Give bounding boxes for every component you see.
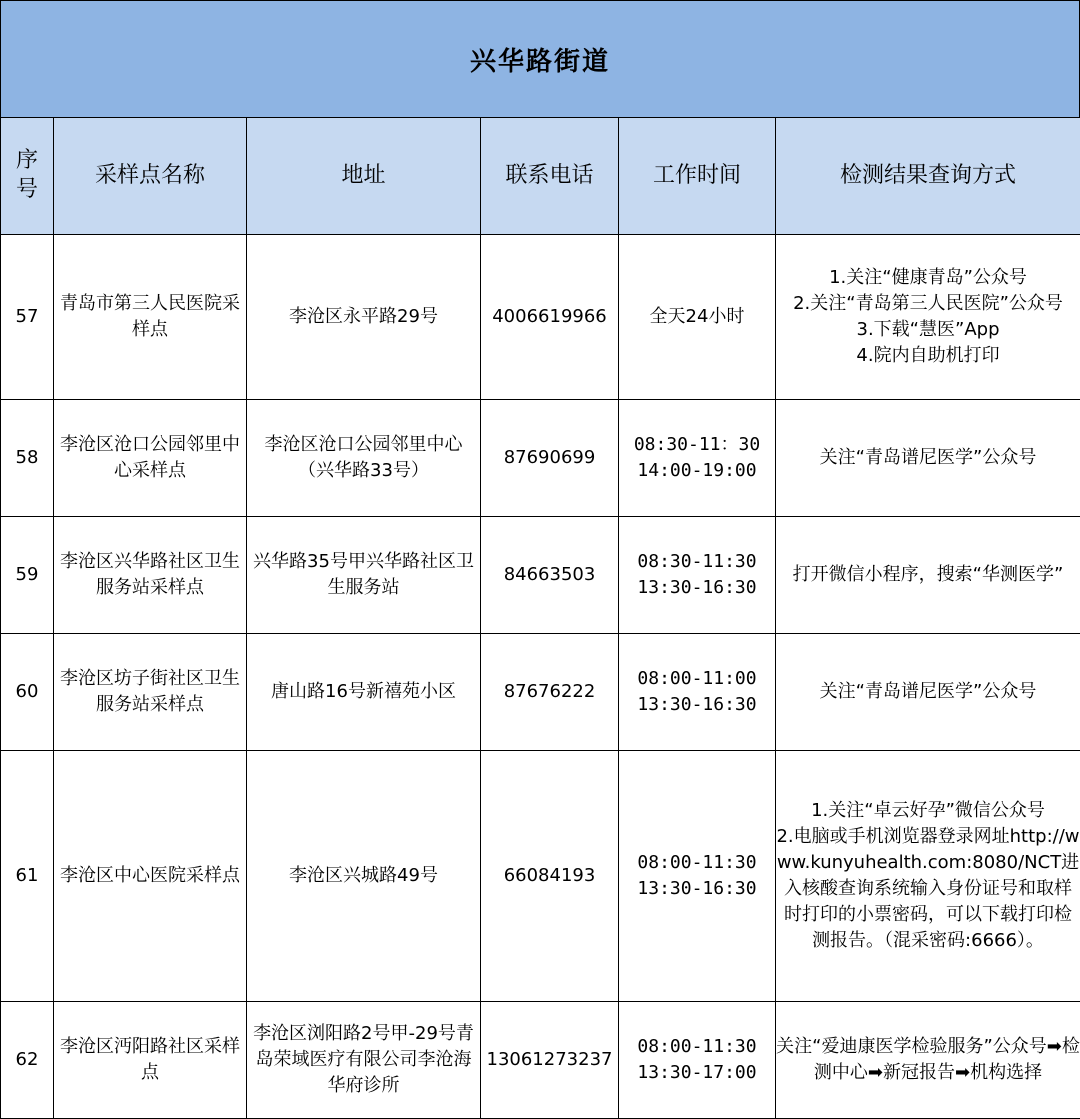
query-line: 2.电脑或手机浏览器登录网址http://www.kunyuhealth.com:8080/NCT进入核酸查询系统输入身份证号和取样时打印的小票密码，可以下载打印检测报告。（混采密码:6666）。	[776, 826, 1080, 951]
site-address: 兴华路35号甲兴华路社区卫生服务站	[247, 517, 481, 634]
table-row	[1, 1002, 1080, 1119]
hours-line: 08:30-11：30	[633, 434, 761, 455]
site-phone: 87690699	[481, 400, 619, 517]
header-hours: 工作时间	[619, 118, 776, 235]
hours-line: 13:30-16:30	[637, 694, 757, 715]
site-address: 李沧区沧口公园邻里中心（兴华路33号）	[247, 400, 481, 517]
table-row	[1, 751, 1080, 1002]
query-line: 1.关注“卓云好孕”微信公众号	[811, 800, 1045, 821]
row-seq: 62	[1, 1002, 54, 1119]
query-line: 1.关注“健康青岛”公众号	[829, 267, 1027, 288]
row-seq: 57	[1, 235, 54, 400]
site-hours	[619, 517, 776, 634]
query-method	[776, 517, 1080, 634]
site-hours	[619, 235, 776, 400]
query-method	[776, 235, 1080, 400]
header-seq: 序号	[1, 118, 54, 235]
site-address: 李沧区浏阳路2号甲-29号青岛荣域医疗有限公司李沧海华府诊所	[247, 1002, 481, 1119]
header-phone: 联系电话	[481, 118, 619, 235]
query-line: 4.院内自助机打印	[856, 345, 1000, 366]
site-address: 李沧区兴城路49号	[247, 751, 481, 1002]
table-row	[1, 400, 1080, 517]
row-seq: 59	[1, 517, 54, 634]
site-hours	[619, 634, 776, 751]
query-line: 打开微信小程序，搜索“华测医学”	[792, 564, 1064, 585]
hours-line: 08:00-11:00	[637, 668, 757, 689]
hours-line: 13:30-16:30	[637, 878, 757, 899]
header-name: 采样点名称	[54, 118, 247, 235]
page-title: 兴华路街道	[0, 0, 1080, 119]
query-method	[776, 634, 1080, 751]
table-header-row	[1, 118, 1080, 235]
site-phone: 87676222	[481, 634, 619, 751]
hours-line: 08:30-11:30	[637, 551, 757, 572]
query-line: 关注“爱迪康医学检验服务”公众号➡检测中心➡新冠报告➡机构选择	[776, 1036, 1080, 1083]
query-method	[776, 400, 1080, 517]
table-row	[1, 634, 1080, 751]
site-address: 李沧区永平路29号	[247, 235, 481, 400]
hours-line: 08:00-11:30	[637, 1036, 757, 1057]
row-seq: 58	[1, 400, 54, 517]
site-name: 青岛市第三人民医院采样点	[54, 235, 247, 400]
site-name: 李沧区沧口公园邻里中心采样点	[54, 400, 247, 517]
query-line: 2.关注“青岛第三人民医院”公众号	[793, 293, 1063, 314]
table-row	[1, 517, 1080, 634]
site-address: 唐山路16号新禧苑小区	[247, 634, 481, 751]
hours-line: 13:30-16:30	[637, 577, 757, 598]
query-method	[776, 1002, 1080, 1119]
query-line: 关注“青岛谱尼医学”公众号	[819, 447, 1037, 468]
site-name: 李沧区中心医院采样点	[54, 751, 247, 1002]
header-query: 检测结果查询方式	[776, 118, 1080, 235]
hours-line: 08:00-11:30	[637, 852, 757, 873]
site-name: 李沧区兴华路社区卫生服务站采样点	[54, 517, 247, 634]
site-phone: 13061273237	[481, 1002, 619, 1119]
sampling-sites-table	[0, 117, 1080, 1119]
query-method	[776, 751, 1080, 1002]
site-phone: 84663503	[481, 517, 619, 634]
query-line: 关注“青岛谱尼医学”公众号	[819, 681, 1037, 702]
site-phone: 66084193	[481, 751, 619, 1002]
site-name: 李沧区沔阳路社区采样点	[54, 1002, 247, 1119]
row-seq: 61	[1, 751, 54, 1002]
hours-line: 全天24小时	[649, 306, 745, 327]
hours-line: 14:00-19:00	[637, 460, 757, 481]
site-hours	[619, 751, 776, 1002]
site-hours	[619, 400, 776, 517]
hours-line: 13:30-17:00	[637, 1062, 757, 1083]
query-line: 3.下载“慧医”App	[856, 319, 1000, 340]
row-seq: 60	[1, 634, 54, 751]
header-address: 地址	[247, 118, 481, 235]
site-name: 李沧区坊子街社区卫生服务站采样点	[54, 634, 247, 751]
site-hours	[619, 1002, 776, 1119]
table-row	[1, 235, 1080, 400]
site-phone: 4006619966	[481, 235, 619, 400]
